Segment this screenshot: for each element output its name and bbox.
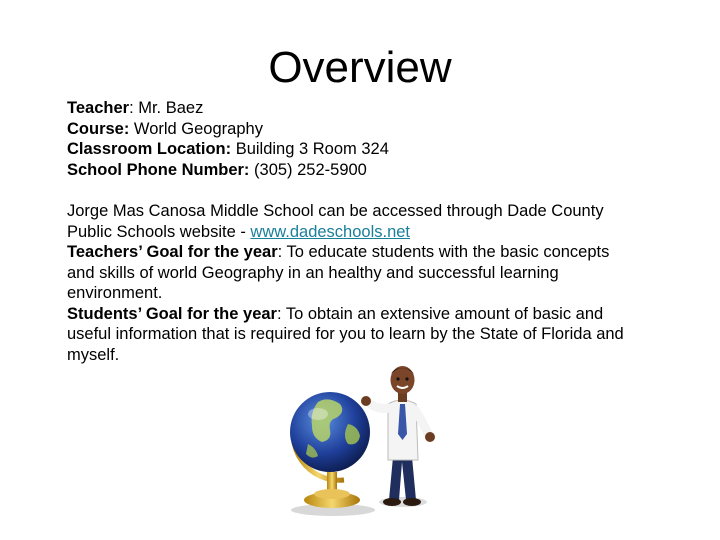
- teacher-value: : Mr. Baez: [129, 99, 204, 117]
- phone-line: [67, 160, 637, 181]
- classroom-line: [67, 139, 637, 160]
- teacher-label: Teacher: [67, 99, 130, 117]
- teachers-goal-text: : To educate students with the basic concepts and skills of world Geography in an healthy and successful learning environment.: [67, 243, 610, 302]
- slide-title: Overview: [268, 43, 452, 92]
- students-goal-text: : To obtain an extensive amount of basic and useful information that is required for you to learn by the State of Florida and myself.: [67, 304, 624, 364]
- website-link[interactable]: www.dadeschools.net: [250, 222, 411, 241]
- teachers-goal-paragraph: [67, 242, 637, 304]
- phone-value: (305) 252-5900: [249, 160, 367, 179]
- course-label: Course:: [67, 119, 130, 138]
- teachers-goal-label: Teachers’ Goal for the year: [67, 243, 278, 261]
- teacher-line: [67, 98, 637, 119]
- course-line: [67, 119, 637, 140]
- course-value: World Geography: [129, 119, 263, 138]
- slide-body: [67, 98, 637, 365]
- phone-label: School Phone Number:: [67, 160, 250, 179]
- access-text: Jorge Mas Canosa Middle School can be accessed through Dade County Public Schools website -: [67, 202, 604, 241]
- classroom-value: Building 3 Room 324: [231, 140, 389, 158]
- paragraph-gap: [67, 180, 637, 201]
- classroom-label: Classroom Location:: [67, 140, 232, 158]
- teacher-with-globe-icon: [278, 362, 438, 524]
- access-paragraph: [67, 201, 637, 242]
- students-goal-paragraph: [67, 304, 637, 366]
- students-goal-label: Students’ Goal for the year: [67, 304, 277, 323]
